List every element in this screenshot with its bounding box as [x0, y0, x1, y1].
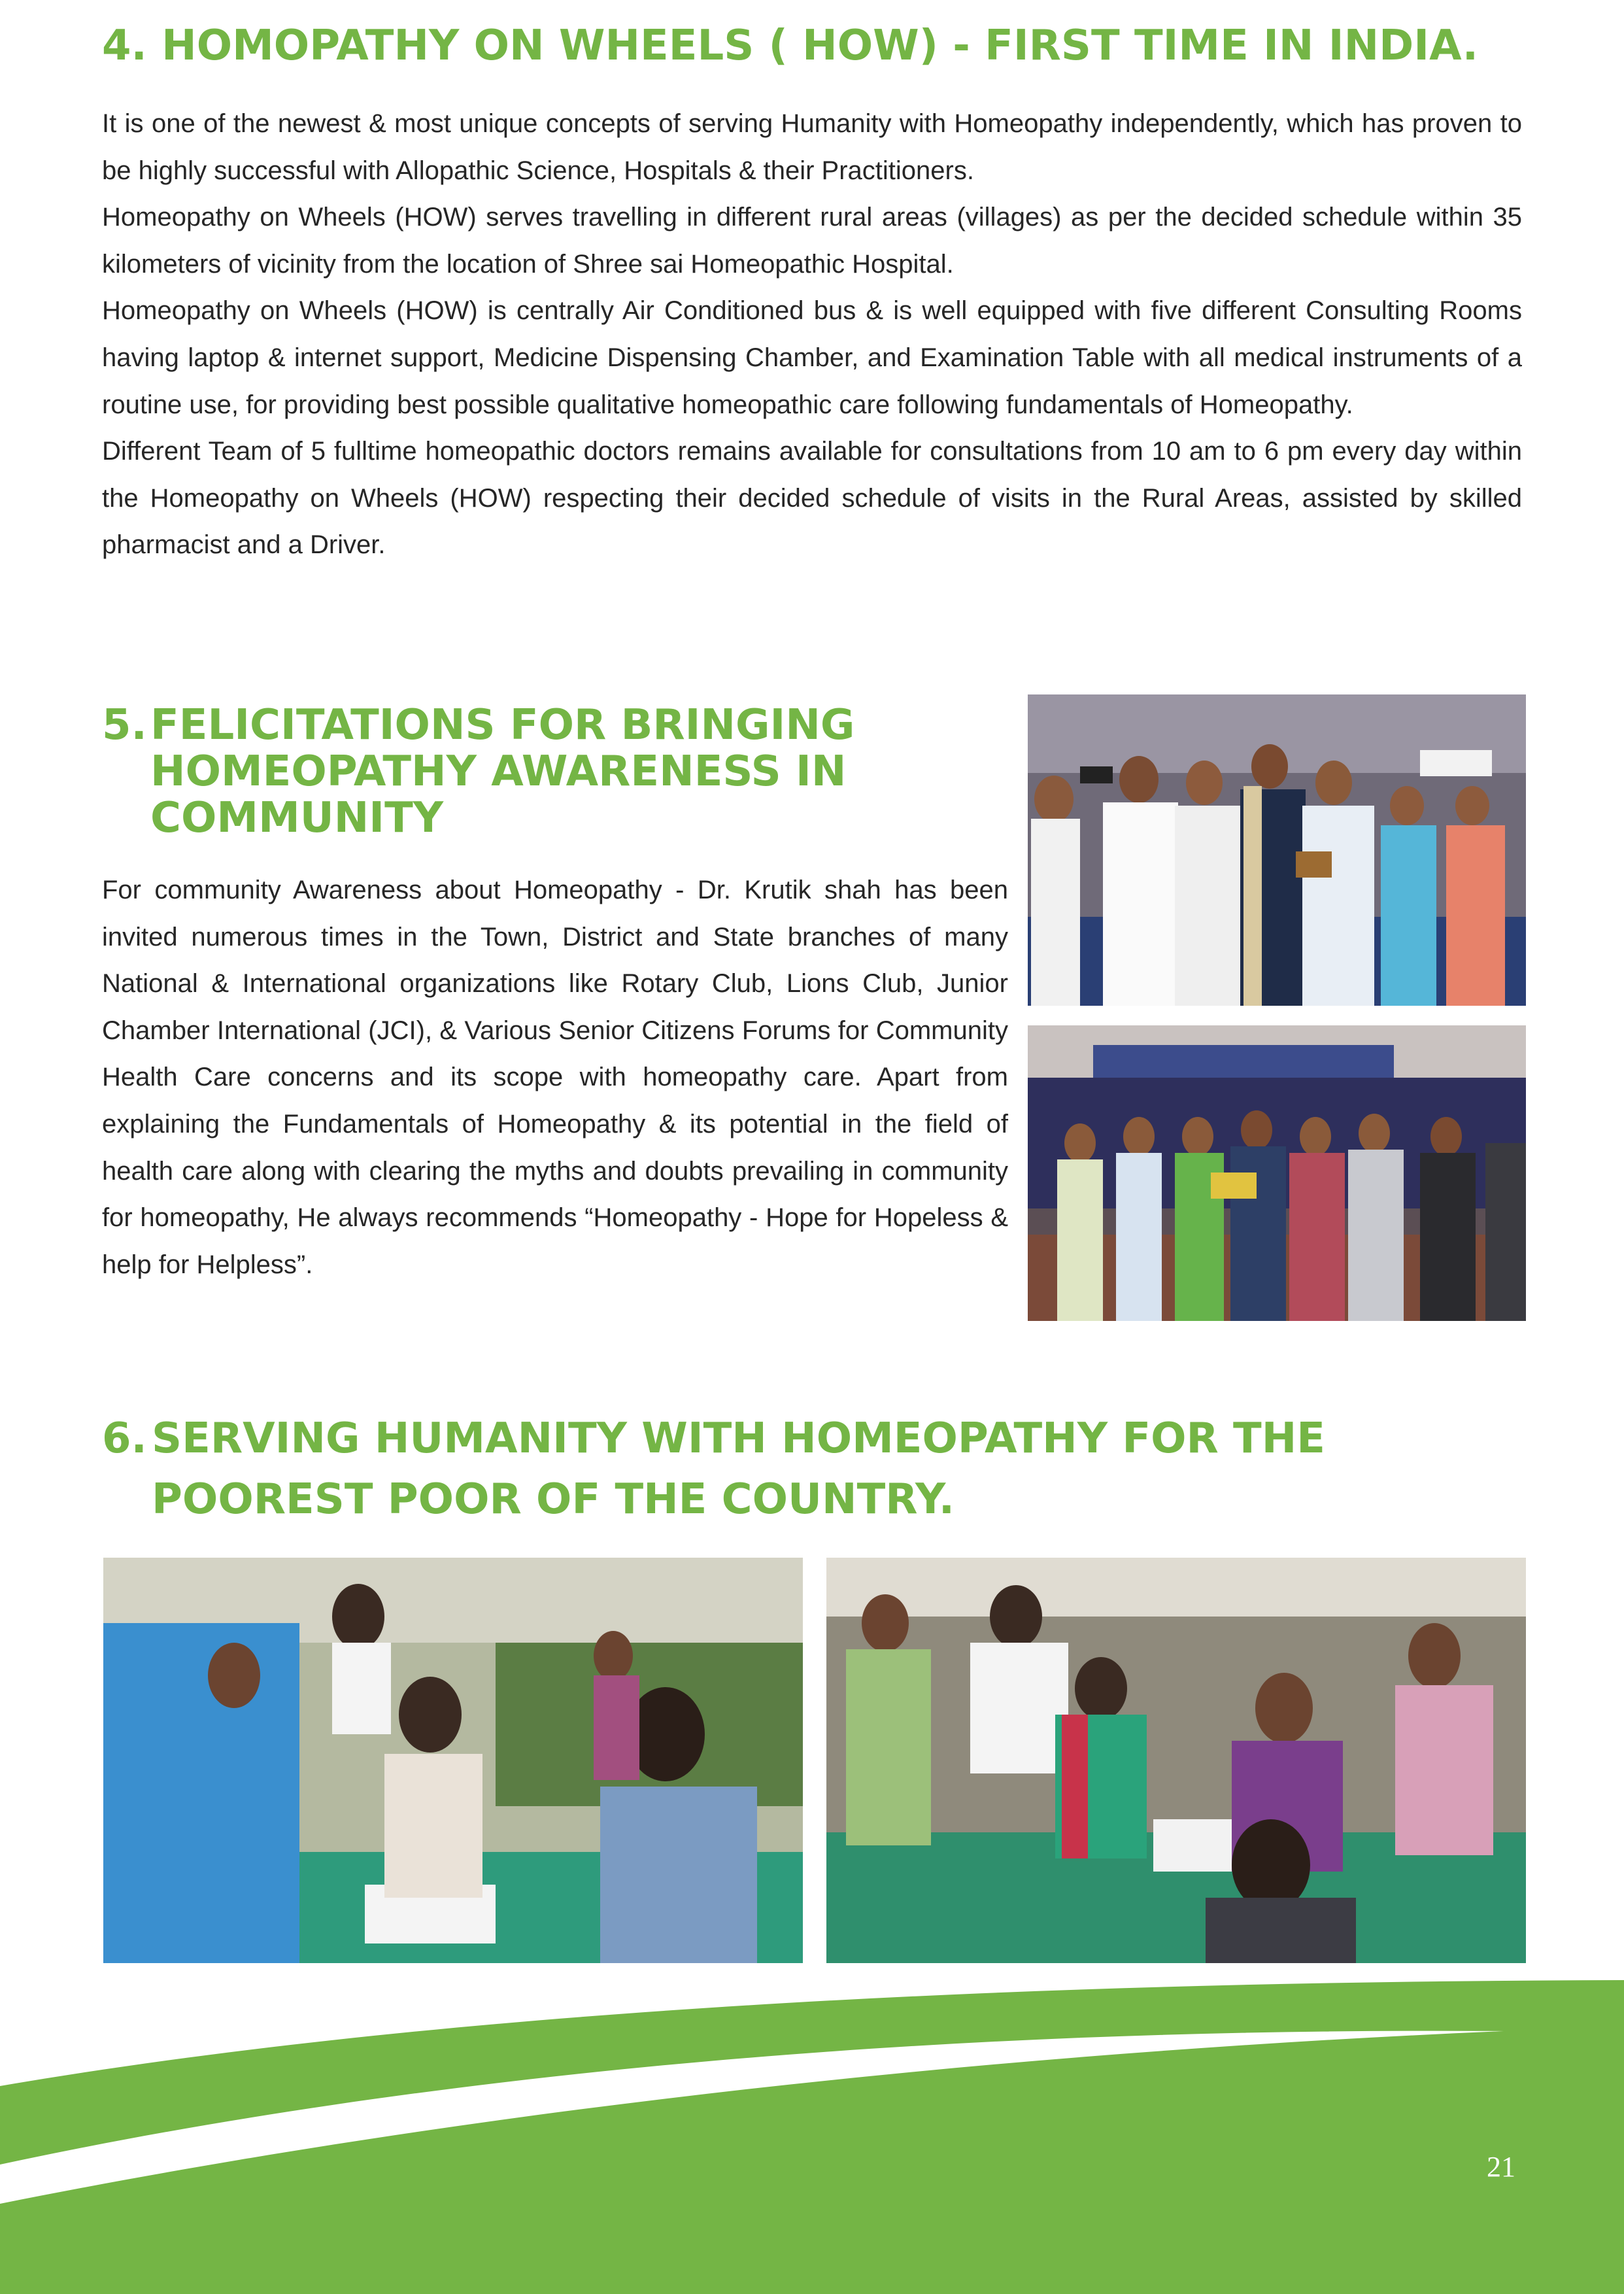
section-4-heading: 4. HOMOPATHY ON WHEELS ( HOW) - FIRST TIME IN INDIA. — [102, 22, 1479, 70]
section-6-heading-line: POOREST POOR OF THE COUNTRY. — [152, 1475, 955, 1524]
section-6-heading — [102, 1409, 1522, 1530]
felicitation-photo-1 — [1028, 694, 1526, 1006]
footer-wave-decoration — [0, 1968, 1624, 2294]
page-number: 21 — [1487, 2151, 1515, 2183]
section-5-heading-line: HOMEOPATHY AWARENESS IN — [150, 747, 847, 796]
section-4-body — [102, 101, 1522, 569]
section-6-heading-line: SERVING HUMANITY WITH HOMEOPATHY FOR THE — [152, 1414, 1325, 1463]
section-5-heading — [102, 702, 1017, 842]
felicitation-photo-2 — [1028, 1025, 1526, 1321]
section-4-paragraph: It is one of the newest & most unique concepts of serving Humanity with Homeopathy independently, which has proven to be highly successful with Allopathic Science, Hospitals & their Practitioners. — [102, 109, 1522, 185]
section-5-number: 5. — [102, 701, 147, 749]
section-4-paragraph: Homeopathy on Wheels (HOW) is centrally Air Conditioned bus & is well equipped with five different Consulting Rooms having laptop & internet support, Medicine Dispensing Chamber, and Examination Table with all medical instruments of a routine use, for providing best possible qualitative homeopathic care following fundamentals of Homeopathy. — [102, 296, 1522, 419]
section-4-paragraph: Different Team of 5 fulltime homeopathic doctors remains available for consultations from 10 am to 6 pm every day within the Homeopathy on Wheels (HOW) respecting their decided schedule of visits in the Rural Areas, assisted by skilled pharmacist and a Driver. — [102, 437, 1522, 560]
section-5-body — [102, 867, 1008, 1288]
section-5-paragraph: For community Awareness about Homeopathy - Dr. Krutik shah has been invited numerous times in the Town, District and State branches of many National & International organizations like Rotary Club, Lions Club, Junior Chamber International (JCI), & Various Senior Citizens Forums for Community Health Care concerns and its scope with homeopathy care. Apart from explaining the Fundamentals of Homeopathy & its potential in the field of health care along with clearing the myths and doubts prevailing in community for homeopathy, He always recommends “Homeopathy - Hope for Hopeless & help for Helpless”. — [102, 876, 1008, 1279]
section-5-heading-line: COMMUNITY — [150, 794, 444, 842]
section-6-number: 6. — [102, 1414, 147, 1463]
camp-photo-1 — [103, 1558, 803, 1963]
section-4-paragraph: Homeopathy on Wheels (HOW) serves travelling in different rural areas (villages) as per the decided schedule within 35 kilometers of vicinity from the location of Shree sai Homeopathic Hospital. — [102, 203, 1522, 279]
camp-photo-2 — [826, 1558, 1526, 1963]
section-5-heading-line: FELICITATIONS FOR BRINGING — [150, 701, 855, 749]
